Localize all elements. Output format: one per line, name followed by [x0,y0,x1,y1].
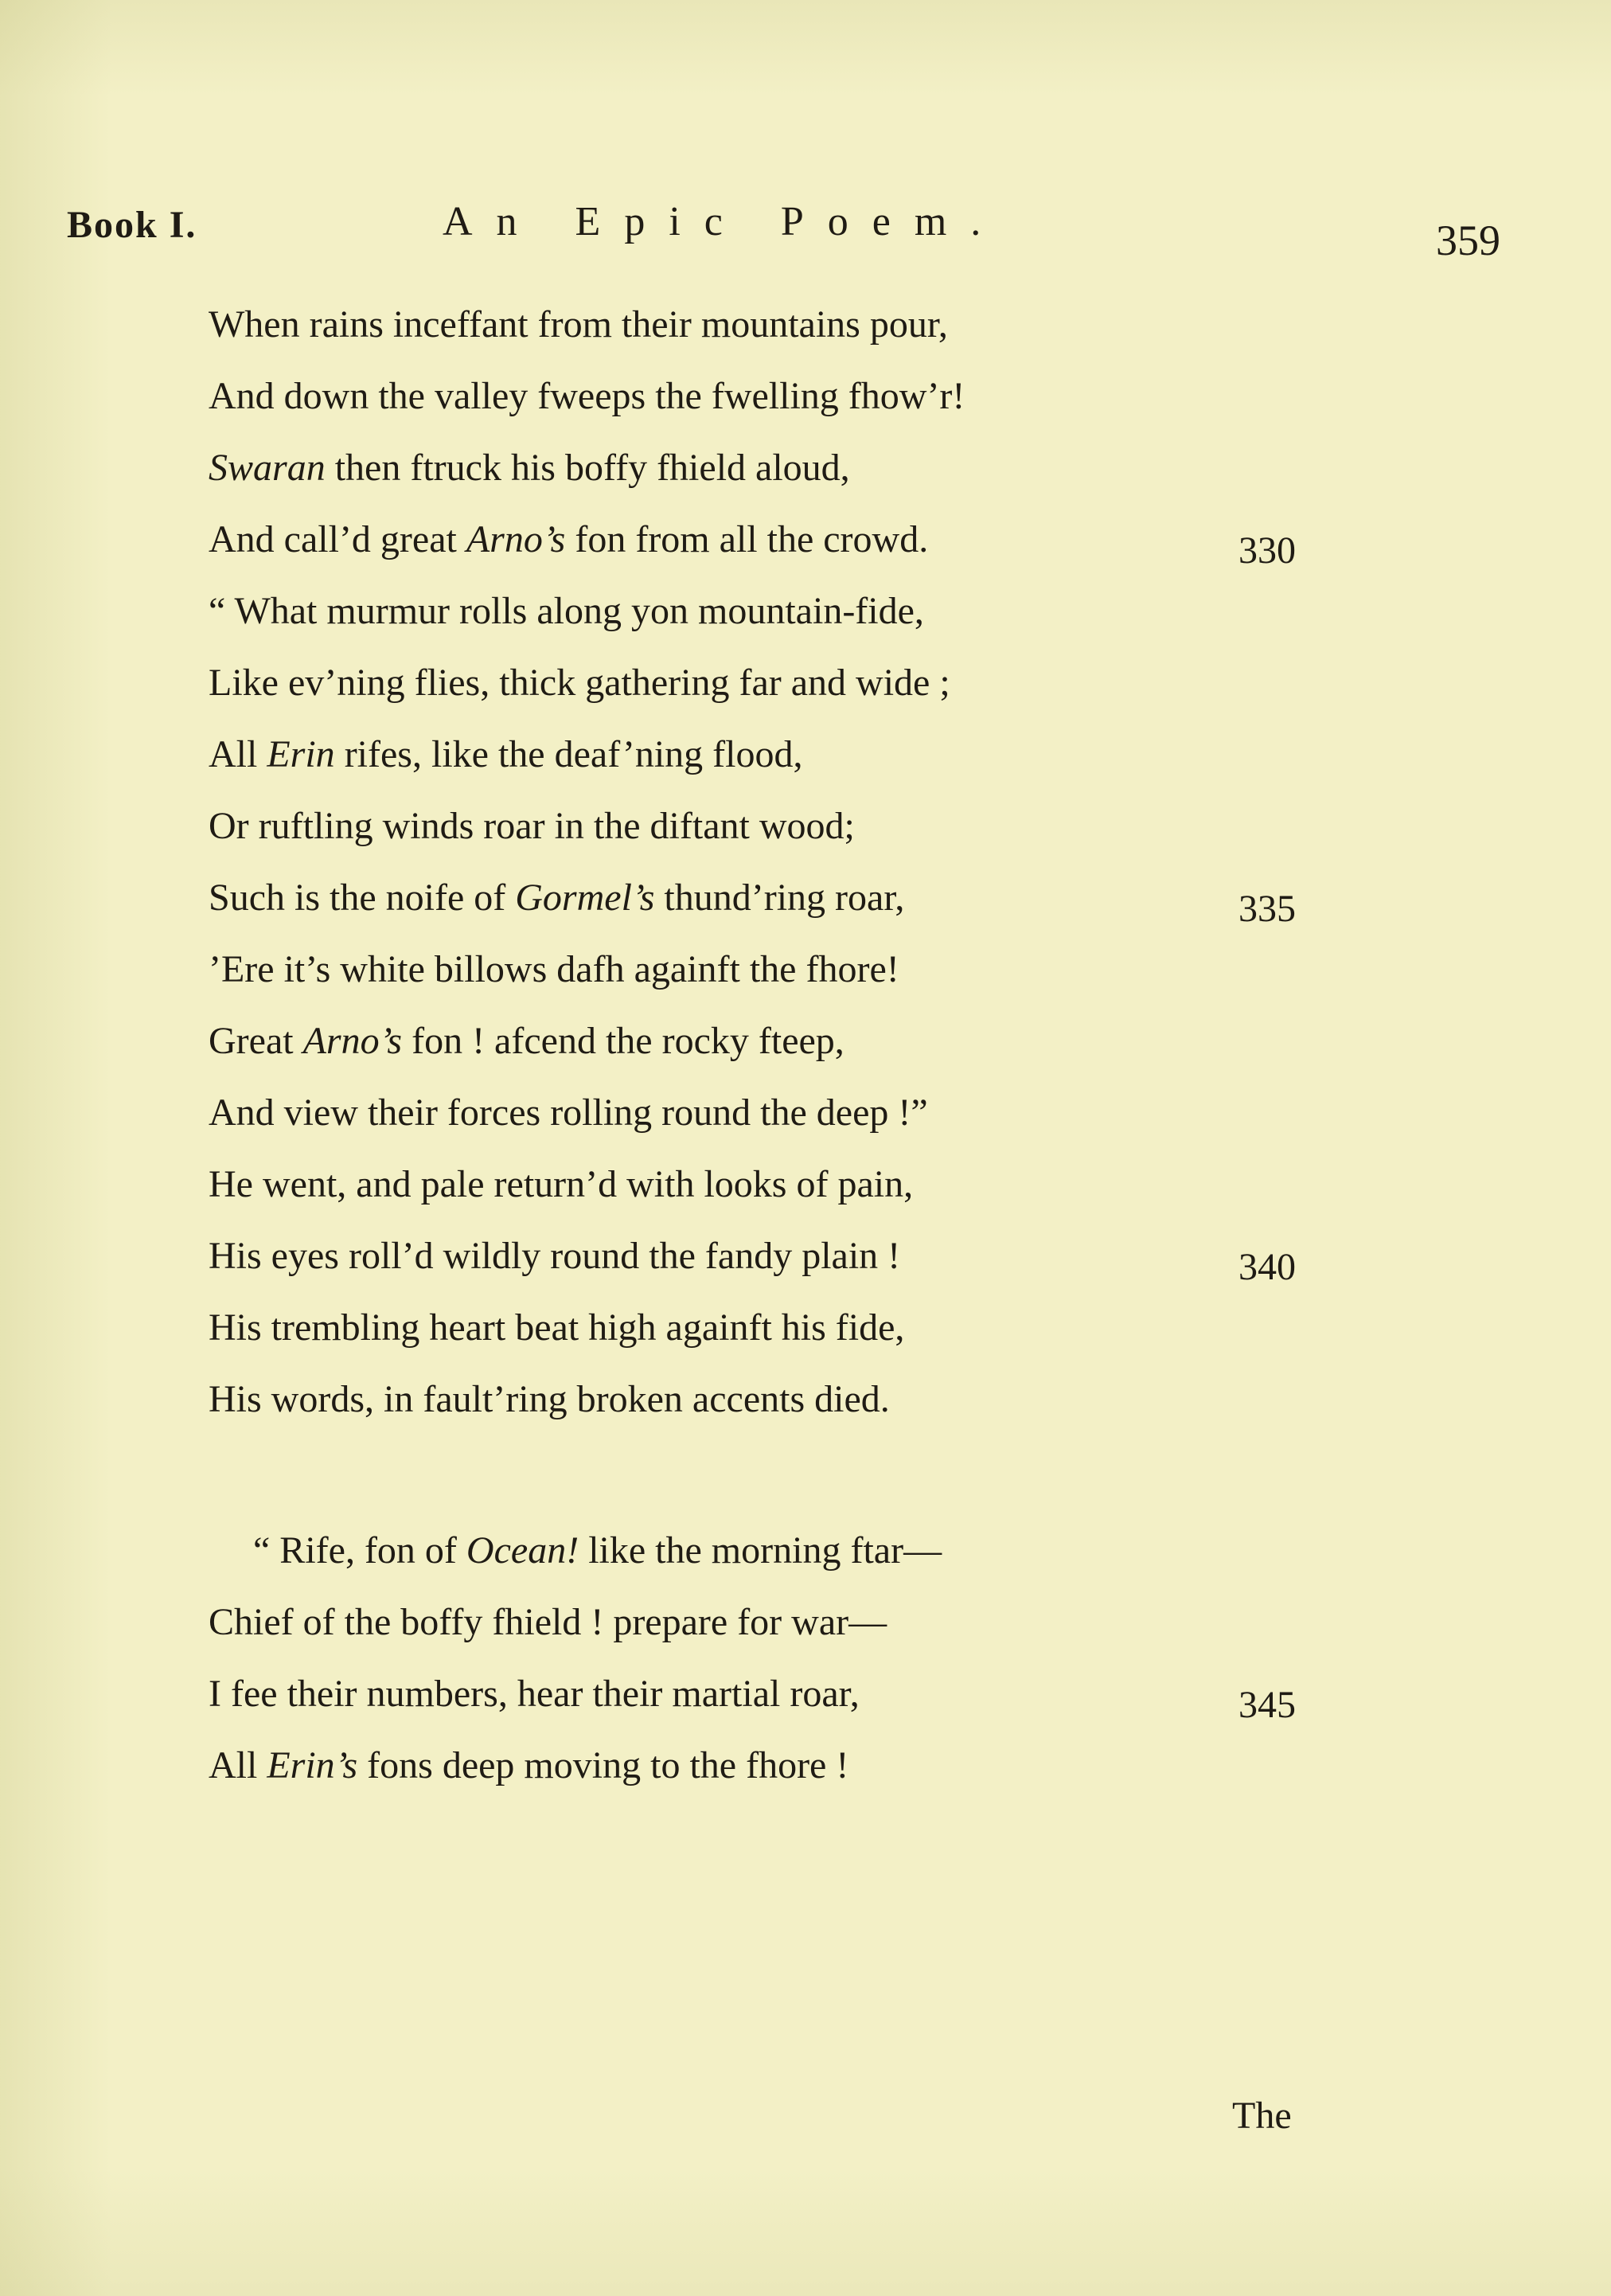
verse-line-text [209,293,948,357]
verse-line [0,1153,1611,1216]
italic-name: Arno’s [466,518,566,560]
verse-line [0,723,1611,787]
line-segment: When rains inceffant from their mountains pour, [209,303,948,346]
verse-line [0,1081,1611,1145]
line-segment: rifes, like the deaf’ning flood, [334,733,803,775]
verse-line-text [209,1224,900,1288]
line-segment: His trembling heart beat high againft his fide, [209,1306,905,1349]
verse-line [0,1224,1611,1288]
line-number: 345 [1238,1684,1296,1726]
line-segment: His eyes roll’d wildly round the fandy plain ! [209,1235,901,1277]
verse-line-text [209,1662,860,1726]
italic-name: Erin [267,733,335,775]
verse-line-text [209,938,899,1002]
line-segment: “ Rife, fon of [253,1529,466,1572]
verse-line [0,1296,1611,1360]
verse-line [0,293,1611,357]
italic-name: Ocean! [466,1529,579,1572]
verse-line-text [209,1009,845,1073]
verse-line-text [209,1296,904,1360]
line-segment: then ftruck his boffy fhield aloud, [325,447,850,489]
line-segment: And call’d great [209,518,466,560]
line-segment: thund’ring roar, [654,877,905,919]
verse-line-text [209,651,950,715]
verse-line [0,1734,1611,1798]
book-label: Book I. [67,204,197,246]
verse-line-text [209,723,802,787]
italic-name: Swaran [209,447,326,489]
line-segment: And view their forces rolling round the deep !” [209,1091,928,1134]
italic-name: Gormel’s [515,877,655,919]
verse-line-text [209,1734,848,1798]
line-segment: I fee their numbers, hear their martial roar, [209,1673,860,1715]
line-number: 335 [1238,888,1296,930]
line-segment: All [209,1744,267,1786]
page-number: 359 [1436,217,1500,264]
line-segment: “ What murmur rolls along yon mountain-fide, [209,590,924,632]
verse-line [0,1662,1611,1726]
verse-line-text [209,866,904,930]
verse-line [0,1009,1611,1073]
verse-line [0,1591,1611,1654]
verse-line [0,938,1611,1002]
verse-line-text [209,436,850,500]
line-number: 340 [1238,1246,1296,1288]
running-title: An Epic Poem. [443,199,1005,244]
verse-line-text [209,1591,887,1654]
verse-line [0,365,1611,428]
verse-line-text [209,1368,890,1431]
line-segment: like the morning ftar— [579,1529,942,1572]
verse-line-text [209,795,855,858]
page-header [0,195,1611,267]
catchword: The [1232,2095,1292,2137]
verse-line [0,508,1611,572]
line-number: 330 [1238,529,1296,572]
verse-line-text [209,1153,913,1216]
line-segment: fon from all the crowd. [565,518,929,560]
verse-line-text [209,1081,928,1145]
line-segment: Such is the noife of [209,877,516,919]
verse-line-text [209,508,928,572]
line-segment: Like ev’ning flies, thick gathering far and wide ; [209,662,950,704]
italic-name: Erin’s [267,1744,358,1786]
verse-line [0,866,1611,930]
verse-line [0,795,1611,858]
verse-line-text [253,1519,942,1583]
italic-name: Arno’s [302,1020,403,1062]
verse-line-text [209,365,965,428]
verse-line [0,1519,1611,1583]
verse-line [0,1368,1611,1431]
line-segment: He went, and pale return’d with looks of pain, [209,1163,914,1205]
line-segment: All [209,733,267,775]
line-segment: ’Ere it’s white billows dafh againft the fhore! [209,948,899,990]
line-segment: Great [209,1020,303,1062]
line-segment: His words, in fault’ring broken accents died. [209,1378,890,1420]
verse-line [0,651,1611,715]
verse-line [0,436,1611,500]
line-segment: fon ! afcend the rocky fteep, [402,1020,845,1062]
verse-line [0,580,1611,643]
line-segment: Chief of the boffy fhield ! prepare for war— [209,1601,887,1643]
verse-line-text [209,580,924,643]
line-segment: Or ruftling winds roar in the diftant wood; [209,805,855,847]
line-segment: fons deep moving to the fhore ! [357,1744,849,1786]
line-segment: And down the valley fweeps the fwelling fhow’r! [209,375,965,417]
